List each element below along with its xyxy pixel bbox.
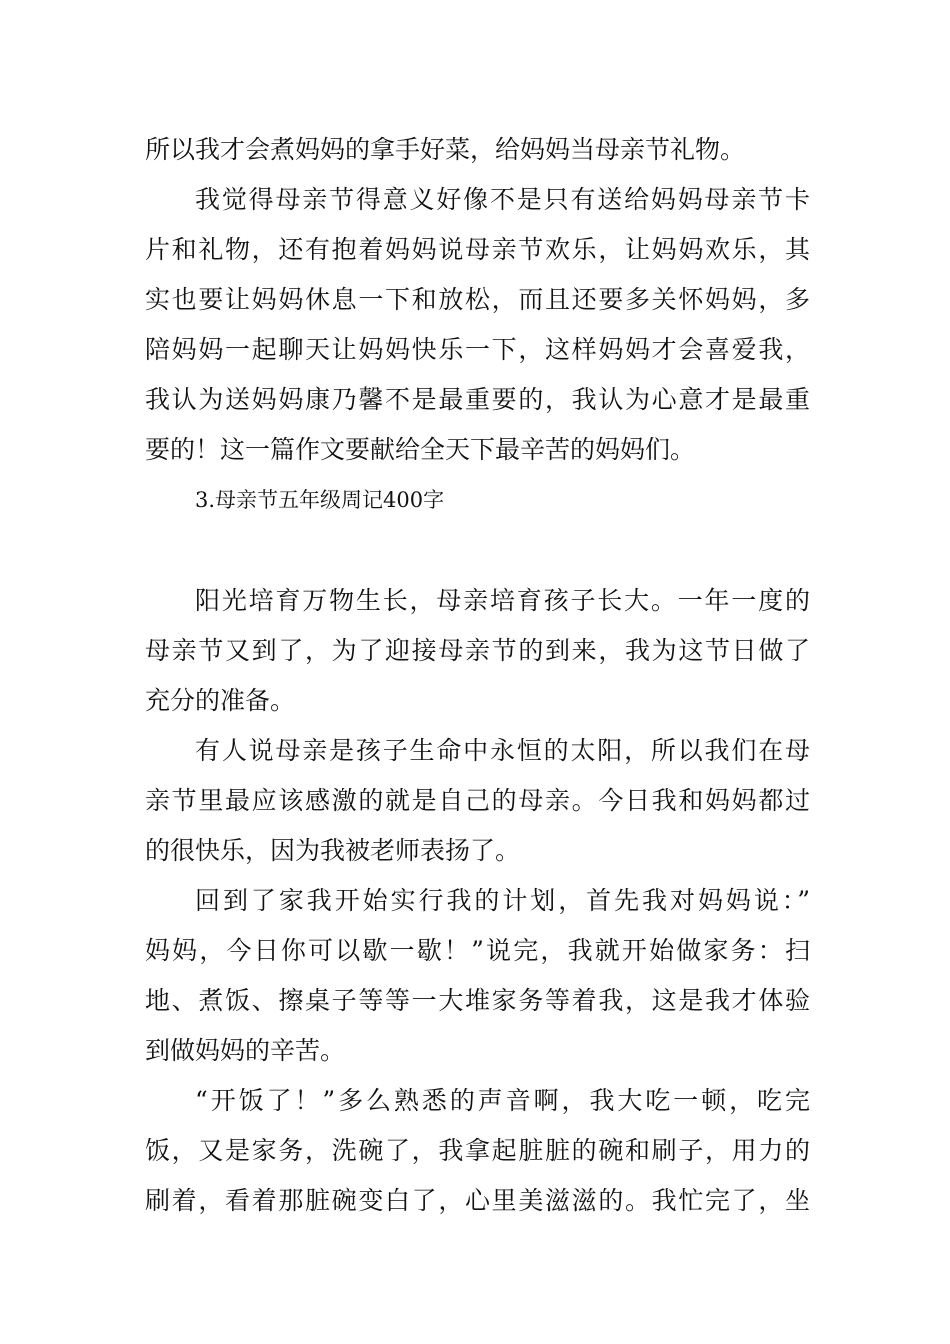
- paragraph-first-line: 我觉得母亲节得意义好像不是只有送给妈妈母亲节卡: [195, 185, 810, 214]
- text-line: 妈妈，今日你可以歇一歇！”说完，我就开始做家务：扫: [145, 936, 810, 965]
- text-line: 刷着，看着那脏碗变白了，心里美滋滋的。我忙完了，坐: [145, 1186, 810, 1215]
- paragraph-first-line: 阳光培育万物生长，母亲培育孩子长大。一年一度的: [195, 586, 810, 615]
- text-line: 母亲节又到了，为了迎接母亲节的到来，我为这节日做了: [145, 636, 810, 665]
- text-line: 所以我才会煮妈妈的拿手好菜，给妈妈当母亲节礼物。: [145, 135, 746, 164]
- text-line: 我认为送妈妈康乃馨不是最重要的，我认为心意才是最重: [145, 385, 810, 414]
- paragraph-first-line: 回到了家我开始实行我的计划，首先我对妈妈说：”: [195, 886, 810, 915]
- paragraph-first-line: 有人说母亲是孩子生命中永恒的太阳，所以我们在母: [195, 736, 810, 765]
- text-line: 到做妈妈的辛苦。: [145, 1036, 346, 1065]
- text-line: 的很快乐，因为我被老师表扬了。: [145, 836, 521, 865]
- text-line: 亲节里最应该感激的就是自己的母亲。今日我和妈妈都过: [145, 786, 810, 815]
- text-line: 片和礼物，还有抱着妈妈说母亲节欢乐，让妈妈欢乐，其: [145, 235, 810, 264]
- paragraph-first-line: “开饭了！”多么熟悉的声音啊，我大吃一顿，吃完: [195, 1086, 810, 1115]
- text-line: 陪妈妈一起聊天让妈妈快乐一下，这样妈妈才会喜爱我，: [145, 335, 810, 364]
- text-line: 饭，又是家务，洗碗了，我拿起脏脏的碗和刷子，用力的: [145, 1136, 810, 1165]
- text-line: 要的！这一篇作文要献给全天下最辛苦的妈妈们。: [145, 435, 696, 464]
- text-line: 实也要让妈妈休息一下和放松，而且还要多关怀妈妈，多: [145, 285, 810, 314]
- text-line: 充分的准备。: [145, 686, 296, 715]
- text-line: 地、煮饭、擦桌子等等一大堆家务等着我，这是我才体验: [145, 986, 810, 1015]
- section-heading: 3.母亲节五年级周记400字: [195, 488, 445, 512]
